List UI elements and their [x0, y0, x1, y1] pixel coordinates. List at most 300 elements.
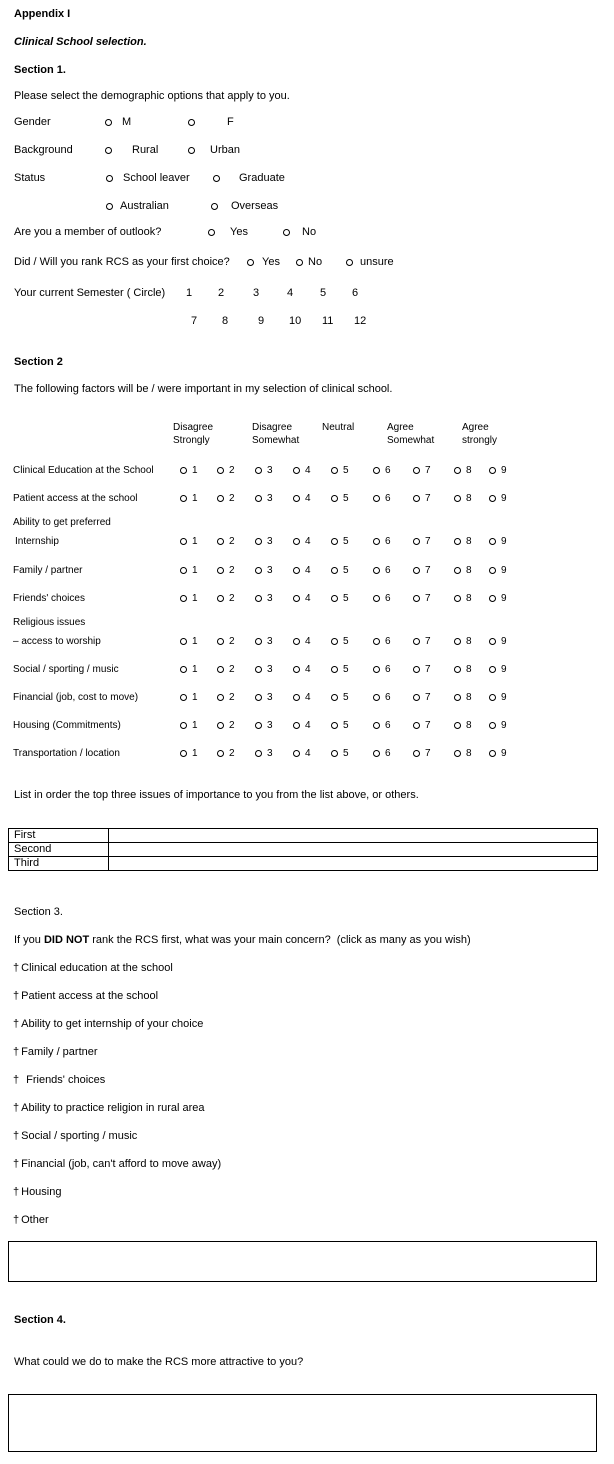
radio-value-financial-job-cost-to-move-2: 2 [229, 692, 235, 703]
radio-value-patient-access-at-the-school-6: 6 [385, 493, 391, 504]
radio-friends-choices-2[interactable] [217, 595, 224, 602]
radio-value-ability-to-get-preferred-3: 3 [267, 536, 273, 547]
concern-option-label: Financial (job, can't afford to move away) [21, 1158, 222, 1170]
outlook-question-label: Are you a member of outlook? [14, 226, 162, 238]
other-concern-textbox[interactable] [8, 1241, 597, 1282]
radio-value-financial-job-cost-to-move-4: 4 [305, 692, 311, 703]
radio-value-clinical-education-at-the-school-8: 8 [466, 465, 472, 476]
radio-value-social-sporting-music-1: 1 [192, 664, 198, 675]
factor-label-patient-access-at-the-school: Patient access at the school [13, 493, 138, 504]
radio-clinical-education-at-the-school-8[interactable] [454, 467, 461, 474]
factor-label-housing-commitments: Housing (Commitments) [13, 720, 121, 731]
radio-value-clinical-education-at-the-school-4: 4 [305, 465, 311, 476]
radio-clinical-education-at-the-school-3[interactable] [255, 467, 262, 474]
radio-value-friends-choices-7: 7 [425, 593, 431, 604]
rank-row-third [9, 857, 598, 871]
radio-social-sporting-music-2[interactable] [217, 666, 224, 673]
demographic-label-gender: Gender [14, 116, 51, 128]
radio-transportation-location-8[interactable] [454, 750, 461, 757]
radio-patient-access-at-the-school-5[interactable] [331, 495, 338, 502]
radio-patient-access-at-the-school-9[interactable] [489, 495, 496, 502]
concern-option-label: Clinical education at the school [21, 962, 173, 974]
concern-option-family-partner[interactable] [13, 1046, 98, 1059]
radio-patient-access-at-the-school-2[interactable] [217, 495, 224, 502]
radio-housing-commitments-2[interactable] [217, 722, 224, 729]
radio-value-friends-choices-5: 5 [343, 593, 349, 604]
concern-option-label: Housing [21, 1186, 62, 1198]
radio-outlook-no[interactable] [283, 229, 290, 236]
radio-ability-to-get-preferred-5[interactable] [331, 538, 338, 545]
radio-value-housing-commitments-7: 7 [425, 720, 431, 731]
radio-value-social-sporting-music-4: 4 [305, 664, 311, 675]
radio-value-transportation-location-5: 5 [343, 748, 349, 759]
radio-value-financial-job-cost-to-move-6: 6 [385, 692, 391, 703]
radio-ability-to-get-preferred-3[interactable] [255, 538, 262, 545]
dagger-icon: † [13, 962, 20, 974]
radio-value-religious-issues-3: 3 [267, 636, 273, 647]
radio-clinical-education-at-the-school-6[interactable] [373, 467, 380, 474]
radio-value-family-partner-8: 8 [466, 565, 472, 576]
radio-social-sporting-music-1[interactable] [180, 666, 187, 673]
radio-value-financial-job-cost-to-move-7: 7 [425, 692, 431, 703]
page-subtitle: Clinical School selection. [14, 36, 147, 48]
scale-header-3-line2: Somewhat [387, 435, 435, 446]
radio-religious-issues-2[interactable] [217, 638, 224, 645]
semester-option-1[interactable]: 1 [186, 287, 193, 299]
radio-financial-job-cost-to-move-8[interactable] [454, 694, 461, 701]
section3-intro-post: rank the RCS first, what was your main concern? (click as many as you wish) [89, 934, 471, 946]
radio-value-friends-choices-8: 8 [466, 593, 472, 604]
radio-friends-choices-3[interactable] [255, 595, 262, 602]
radio-value-friends-choices-2: 2 [229, 593, 235, 604]
radio-religious-issues-4[interactable] [293, 638, 300, 645]
semester-option-9[interactable]: 9 [258, 315, 265, 327]
radio-friends-choices-7[interactable] [413, 595, 420, 602]
radio-clinical-education-at-the-school-1[interactable] [180, 467, 187, 474]
radio-gender-f[interactable] [188, 119, 195, 126]
factor-label-ability-to-get-preferred: Ability to get preferred [13, 517, 111, 528]
radio-housing-commitments-6[interactable] [373, 722, 380, 729]
radio-value-family-partner-6: 6 [385, 565, 391, 576]
concern-option-label: Ability to practice religion in rural area [21, 1102, 205, 1114]
radio-social-sporting-music-6[interactable] [373, 666, 380, 673]
radio-family-partner-5[interactable] [331, 567, 338, 574]
semester-option-4[interactable]: 4 [287, 287, 294, 299]
semester-option-10[interactable]: 10 [289, 315, 302, 327]
top-three-table [8, 828, 598, 871]
rank-input-third[interactable] [109, 857, 598, 871]
radio-transportation-location-9[interactable] [489, 750, 496, 757]
radio-ability-to-get-preferred-1[interactable] [180, 538, 187, 545]
factor-label2-ability-to-get-preferred: Internship [15, 536, 59, 547]
radio-religious-issues-7[interactable] [413, 638, 420, 645]
radio-status-australian[interactable] [106, 203, 113, 210]
radio-background-urban[interactable] [188, 147, 195, 154]
radio-financial-job-cost-to-move-7[interactable] [413, 694, 420, 701]
radio-value-social-sporting-music-6: 6 [385, 664, 391, 675]
radio-value-friends-choices-3: 3 [267, 593, 273, 604]
radio-family-partner-1[interactable] [180, 567, 187, 574]
radio-value-family-partner-9: 9 [501, 565, 507, 576]
section2-heading: Section 2 [14, 356, 63, 368]
semester-option-12[interactable]: 12 [354, 315, 367, 327]
radio-housing-commitments-7[interactable] [413, 722, 420, 729]
radio-value-religious-issues-6: 6 [385, 636, 391, 647]
option-label-outlook-yes: Yes [230, 226, 248, 238]
radio-value-housing-commitments-3: 3 [267, 720, 273, 731]
section1-heading: Section 1. [14, 64, 66, 76]
concern-option-label: Other [21, 1214, 49, 1226]
radio-outlook-yes[interactable] [208, 229, 215, 236]
radio-ability-to-get-preferred-8[interactable] [454, 538, 461, 545]
rank-label-first: First [9, 829, 109, 843]
radio-value-social-sporting-music-7: 7 [425, 664, 431, 675]
radio-transportation-location-5[interactable] [331, 750, 338, 757]
factor-label-social-sporting-music: Social / sporting / music [13, 664, 119, 675]
section4-heading: Section 4. [14, 1314, 66, 1326]
semester-option-3[interactable]: 3 [253, 287, 260, 299]
radio-value-transportation-location-4: 4 [305, 748, 311, 759]
radio-value-social-sporting-music-8: 8 [466, 664, 472, 675]
radio-patient-access-at-the-school-6[interactable] [373, 495, 380, 502]
concern-option-social-sporting-music[interactable] [13, 1130, 137, 1143]
radio-financial-job-cost-to-move-3[interactable] [255, 694, 262, 701]
option-label-urban: Urban [210, 144, 240, 156]
semester-question-label: Your current Semester ( Circle) [14, 287, 166, 299]
radio-value-religious-issues-8: 8 [466, 636, 472, 647]
radio-value-transportation-location-2: 2 [229, 748, 235, 759]
radio-housing-commitments-1[interactable] [180, 722, 187, 729]
radio-family-partner-9[interactable] [489, 567, 496, 574]
radio-social-sporting-music-4[interactable] [293, 666, 300, 673]
radio-value-clinical-education-at-the-school-9: 9 [501, 465, 507, 476]
option-label-australian: Australian [120, 200, 169, 212]
radio-clinical-education-at-the-school-4[interactable] [293, 467, 300, 474]
radio-value-family-partner-3: 3 [267, 565, 273, 576]
radio-value-religious-issues-2: 2 [229, 636, 235, 647]
factor-label-religious-issues: Religious issues [13, 617, 86, 628]
rank-prompt: List in order the top three issues of importance to you from the list above, or others. [14, 789, 419, 801]
scale-header-1-line2: Somewhat [252, 435, 300, 446]
first-choice-question-label: Did / Will you rank RCS as your first choice? [14, 256, 230, 268]
radio-family-partner-3[interactable] [255, 567, 262, 574]
option-label-rural: Rural [132, 144, 159, 156]
radio-financial-job-cost-to-move-5[interactable] [331, 694, 338, 701]
radio-value-ability-to-get-preferred-6: 6 [385, 536, 391, 547]
section4-question: What could we do to make the RCS more attractive to you? [14, 1356, 304, 1368]
radio-social-sporting-music-7[interactable] [413, 666, 420, 673]
radio-value-housing-commitments-6: 6 [385, 720, 391, 731]
radio-value-clinical-education-at-the-school-5: 5 [343, 465, 349, 476]
radio-first-choice-yes[interactable] [247, 259, 254, 266]
factor-label-financial-job-cost-to-move: Financial (job, cost to move) [13, 692, 139, 703]
semester-option-6[interactable]: 6 [352, 287, 359, 299]
radio-value-religious-issues-9: 9 [501, 636, 507, 647]
radio-patient-access-at-the-school-4[interactable] [293, 495, 300, 502]
radio-value-housing-commitments-4: 4 [305, 720, 311, 731]
dagger-icon: † [13, 1102, 20, 1114]
radio-value-transportation-location-9: 9 [501, 748, 507, 759]
radio-transportation-location-4[interactable] [293, 750, 300, 757]
rank-row-first [9, 829, 598, 843]
radio-value-family-partner-2: 2 [229, 565, 235, 576]
radio-financial-job-cost-to-move-2[interactable] [217, 694, 224, 701]
semester-option-2[interactable]: 2 [218, 287, 225, 299]
radio-financial-job-cost-to-move-1[interactable] [180, 694, 187, 701]
radio-housing-commitments-9[interactable] [489, 722, 496, 729]
radio-transportation-location-1[interactable] [180, 750, 187, 757]
radio-value-patient-access-at-the-school-1: 1 [192, 493, 198, 504]
semester-option-11[interactable]: 11 [322, 315, 334, 327]
radio-religious-issues-8[interactable] [454, 638, 461, 645]
concern-option-patient-access-at-the-school[interactable] [13, 990, 158, 1003]
semester-option-7[interactable]: 7 [191, 315, 198, 327]
radio-friends-choices-1[interactable] [180, 595, 187, 602]
section3-intro-bold: DID NOT [43, 934, 90, 946]
rcs-suggestions-textbox[interactable] [8, 1394, 597, 1452]
radio-value-housing-commitments-1: 1 [192, 720, 198, 731]
radio-patient-access-at-the-school-7[interactable] [413, 495, 420, 502]
radio-value-ability-to-get-preferred-7: 7 [425, 536, 431, 547]
radio-financial-job-cost-to-move-6[interactable] [373, 694, 380, 701]
dagger-icon: † [13, 1074, 20, 1086]
demographic-label-status: Status [14, 172, 46, 184]
radio-value-patient-access-at-the-school-5: 5 [343, 493, 349, 504]
radio-value-family-partner-7: 7 [425, 565, 431, 576]
radio-social-sporting-music-3[interactable] [255, 666, 262, 673]
radio-value-financial-job-cost-to-move-9: 9 [501, 692, 507, 703]
radio-value-patient-access-at-the-school-7: 7 [425, 493, 431, 504]
radio-social-sporting-music-8[interactable] [454, 666, 461, 673]
page-title: Appendix I [14, 8, 71, 20]
radio-friends-choices-4[interactable] [293, 595, 300, 602]
semester-option-8[interactable]: 8 [222, 315, 229, 327]
scale-header-0-line1: Disagree [173, 422, 214, 433]
radio-value-financial-job-cost-to-move-8: 8 [466, 692, 472, 703]
radio-transportation-location-6[interactable] [373, 750, 380, 757]
radio-friends-choices-5[interactable] [331, 595, 338, 602]
radio-value-social-sporting-music-2: 2 [229, 664, 235, 675]
radio-value-friends-choices-4: 4 [305, 593, 311, 604]
dagger-icon: † [13, 1018, 20, 1030]
semester-option-5[interactable]: 5 [320, 287, 327, 299]
radio-religious-issues-9[interactable] [489, 638, 496, 645]
radio-status-overseas[interactable] [211, 203, 218, 210]
radio-value-family-partner-1: 1 [192, 565, 198, 576]
radio-status-school-leaver[interactable] [106, 175, 113, 182]
dagger-icon: † [13, 990, 20, 1002]
radio-background-rural[interactable] [105, 147, 112, 154]
dagger-icon: † [13, 1186, 20, 1198]
radio-value-clinical-education-at-the-school-7: 7 [425, 465, 431, 476]
rank-label-third: Third [9, 857, 109, 871]
concern-option-friends-choices[interactable] [13, 1074, 105, 1087]
radio-value-transportation-location-7: 7 [425, 748, 431, 759]
radio-transportation-location-3[interactable] [255, 750, 262, 757]
option-label-first-choice-unsure: unsure [360, 256, 394, 268]
radio-value-transportation-location-8: 8 [466, 748, 472, 759]
scale-header-2-line1: Neutral [322, 422, 355, 433]
factor-label-clinical-education-at-the-school: Clinical Education at the School [13, 465, 154, 476]
radio-clinical-education-at-the-school-2[interactable] [217, 467, 224, 474]
radio-value-patient-access-at-the-school-2: 2 [229, 493, 235, 504]
radio-family-partner-6[interactable] [373, 567, 380, 574]
section1-intro: Please select the demographic options that apply to you. [14, 90, 290, 102]
radio-family-partner-7[interactable] [413, 567, 420, 574]
radio-friends-choices-6[interactable] [373, 595, 380, 602]
radio-value-financial-job-cost-to-move-1: 1 [192, 692, 198, 703]
radio-value-housing-commitments-2: 2 [229, 720, 235, 731]
radio-financial-job-cost-to-move-9[interactable] [489, 694, 496, 701]
radio-housing-commitments-3[interactable] [255, 722, 262, 729]
radio-transportation-location-2[interactable] [217, 750, 224, 757]
factor-label-friends-choices: Friends' choices [13, 593, 85, 604]
radio-value-housing-commitments-8: 8 [466, 720, 472, 731]
section3-heading: Section 3. [14, 906, 63, 918]
radio-value-housing-commitments-9: 9 [501, 720, 507, 731]
radio-value-patient-access-at-the-school-8: 8 [466, 493, 472, 504]
concern-option-label: Social / sporting / music [21, 1130, 138, 1142]
scale-header-1-line1: Disagree [252, 422, 293, 433]
section2-intro: The following factors will be / were important in my selection of clinical school. [14, 383, 393, 395]
radio-financial-job-cost-to-move-4[interactable] [293, 694, 300, 701]
dagger-icon: † [13, 1130, 20, 1142]
radio-value-ability-to-get-preferred-4: 4 [305, 536, 311, 547]
radio-value-ability-to-get-preferred-2: 2 [229, 536, 235, 547]
option-label-m: M [122, 116, 132, 128]
radio-value-clinical-education-at-the-school-1: 1 [192, 465, 198, 476]
radio-value-clinical-education-at-the-school-6: 6 [385, 465, 391, 476]
radio-ability-to-get-preferred-2[interactable] [217, 538, 224, 545]
concern-option-label: Ability to get internship of your choice [21, 1018, 204, 1030]
option-label-outlook-no: No [302, 226, 317, 238]
option-label-f: F [227, 116, 234, 128]
radio-first-choice-unsure[interactable] [346, 259, 353, 266]
radio-patient-access-at-the-school-3[interactable] [255, 495, 262, 502]
option-label-school-leaver: School leaver [123, 172, 190, 184]
concern-option-ability-to-get-internship-of-your-choice[interactable] [13, 1018, 203, 1031]
rank-label-second: Second [9, 843, 109, 857]
radio-ability-to-get-preferred-7[interactable] [413, 538, 420, 545]
radio-patient-access-at-the-school-1[interactable] [180, 495, 187, 502]
scale-header-4-line2: strongly [462, 435, 498, 446]
radio-value-social-sporting-music-5: 5 [343, 664, 349, 675]
radio-value-financial-job-cost-to-move-5: 5 [343, 692, 349, 703]
radio-value-family-partner-4: 4 [305, 565, 311, 576]
radio-religious-issues-6[interactable] [373, 638, 380, 645]
radio-family-partner-2[interactable] [217, 567, 224, 574]
radio-social-sporting-music-5[interactable] [331, 666, 338, 673]
radio-value-religious-issues-1: 1 [192, 636, 198, 647]
concern-option-label: Friends' choices [26, 1074, 106, 1086]
rank-input-second[interactable] [109, 843, 598, 857]
radio-clinical-education-at-the-school-9[interactable] [489, 467, 496, 474]
radio-value-patient-access-at-the-school-3: 3 [267, 493, 273, 504]
concern-option-label: Patient access at the school [21, 990, 159, 1002]
dagger-icon: † [13, 1046, 20, 1058]
radio-clinical-education-at-the-school-5[interactable] [331, 467, 338, 474]
scale-header-3-line1: Agree [387, 422, 414, 433]
radio-friends-choices-9[interactable] [489, 595, 496, 602]
radio-clinical-education-at-the-school-7[interactable] [413, 467, 420, 474]
radio-value-ability-to-get-preferred-5: 5 [343, 536, 349, 547]
scale-header-0-line2: Strongly [173, 435, 210, 446]
dagger-icon: † [13, 1158, 20, 1170]
radio-value-ability-to-get-preferred-1: 1 [192, 536, 198, 547]
radio-value-religious-issues-7: 7 [425, 636, 431, 647]
rank-row-second [9, 843, 598, 857]
radio-first-choice-no[interactable] [296, 259, 303, 266]
option-label-overseas: Overseas [231, 200, 279, 212]
radio-value-religious-issues-5: 5 [343, 636, 349, 647]
radio-housing-commitments-5[interactable] [331, 722, 338, 729]
radio-value-friends-choices-9: 9 [501, 593, 507, 604]
radio-value-social-sporting-music-9: 9 [501, 664, 507, 675]
radio-ability-to-get-preferred-4[interactable] [293, 538, 300, 545]
scale-header-4-line1: Agree [462, 422, 489, 433]
radio-value-patient-access-at-the-school-9: 9 [501, 493, 507, 504]
factor-label-transportation-location: Transportation / location [13, 748, 120, 759]
factor-label2-religious-issues: – access to worship [13, 636, 101, 647]
radio-value-friends-choices-6: 6 [385, 593, 391, 604]
concern-option-financial-job-can-t-afford-to-move-away[interactable] [13, 1158, 221, 1171]
radio-ability-to-get-preferred-9[interactable] [489, 538, 496, 545]
radio-value-friends-choices-1: 1 [192, 593, 198, 604]
radio-friends-choices-8[interactable] [454, 595, 461, 602]
concern-option-label: Family / partner [21, 1046, 98, 1058]
concern-option-other[interactable] [13, 1214, 49, 1227]
radio-value-clinical-education-at-the-school-2: 2 [229, 465, 235, 476]
factor-label-family-partner: Family / partner [13, 565, 83, 576]
option-label-graduate: Graduate [239, 172, 285, 184]
radio-family-partner-4[interactable] [293, 567, 300, 574]
radio-value-patient-access-at-the-school-4: 4 [305, 493, 311, 504]
radio-value-transportation-location-3: 3 [267, 748, 273, 759]
concern-option-housing[interactable] [13, 1186, 61, 1199]
option-label-first-choice-yes: Yes [262, 256, 280, 268]
concern-option-ability-to-practice-religion-in-rural-area[interactable] [13, 1102, 205, 1115]
radio-ability-to-get-preferred-6[interactable] [373, 538, 380, 545]
radio-religious-issues-5[interactable] [331, 638, 338, 645]
radio-status-graduate[interactable] [213, 175, 220, 182]
radio-value-social-sporting-music-3: 3 [267, 664, 273, 675]
section3-intro-pre: If you [14, 934, 44, 946]
radio-value-ability-to-get-preferred-9: 9 [501, 536, 507, 547]
radio-social-sporting-music-9[interactable] [489, 666, 496, 673]
radio-religious-issues-3[interactable] [255, 638, 262, 645]
radio-value-transportation-location-6: 6 [385, 748, 391, 759]
top-three-table-body [9, 829, 598, 871]
demographic-label-background: Background [14, 144, 73, 156]
radio-housing-commitments-4[interactable] [293, 722, 300, 729]
radio-religious-issues-1[interactable] [180, 638, 187, 645]
option-label-first-choice-no: No [308, 256, 323, 268]
radio-value-religious-issues-4: 4 [305, 636, 311, 647]
radio-value-financial-job-cost-to-move-3: 3 [267, 692, 273, 703]
radio-patient-access-at-the-school-8[interactable] [454, 495, 461, 502]
rank-input-first[interactable] [109, 829, 598, 843]
concern-option-clinical-education-at-the-school[interactable] [13, 962, 173, 975]
radio-value-family-partner-5: 5 [343, 565, 349, 576]
radio-value-clinical-education-at-the-school-3: 3 [267, 465, 273, 476]
radio-transportation-location-7[interactable] [413, 750, 420, 757]
radio-gender-m[interactable] [105, 119, 112, 126]
radio-family-partner-8[interactable] [454, 567, 461, 574]
radio-value-transportation-location-1: 1 [192, 748, 198, 759]
radio-value-ability-to-get-preferred-8: 8 [466, 536, 472, 547]
radio-value-housing-commitments-5: 5 [343, 720, 349, 731]
radio-housing-commitments-8[interactable] [454, 722, 461, 729]
